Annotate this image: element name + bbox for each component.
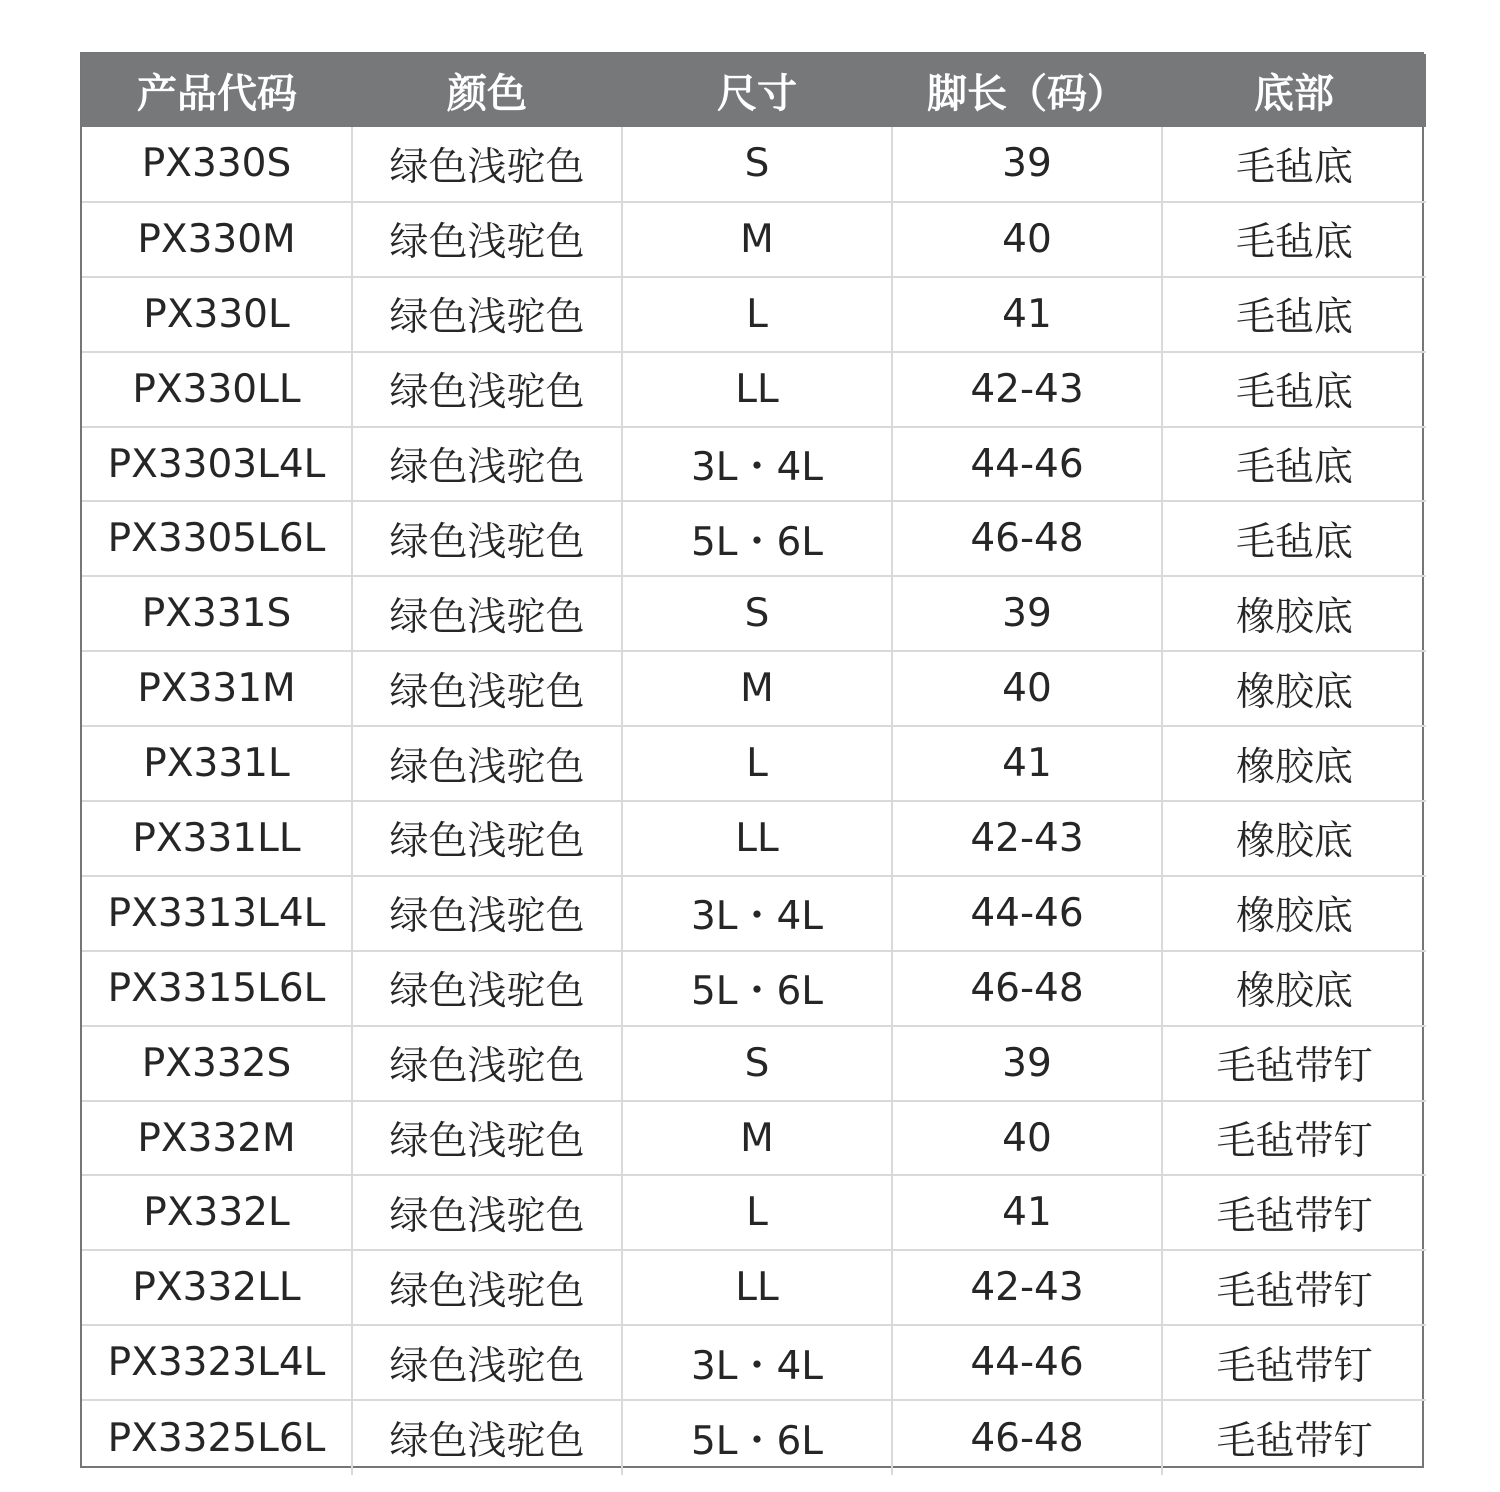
- cell-color: 绿色浅驼色: [352, 801, 622, 876]
- cell-product-code: PX3313L4L: [82, 876, 352, 951]
- cell-color: 绿色浅驼色: [352, 127, 622, 202]
- cell-color: 绿色浅驼色: [352, 651, 622, 726]
- cell-product-code: PX3323L4L: [82, 1325, 352, 1400]
- cell-color: 绿色浅驼色: [352, 501, 622, 576]
- table-row: [82, 1101, 1426, 1176]
- cell-foot-length: 41: [892, 1175, 1162, 1250]
- cell-size: 5L・6L: [622, 1400, 892, 1475]
- cell-size: M: [622, 202, 892, 277]
- cell-sole: 毛毡底: [1162, 202, 1426, 277]
- cell-size: S: [622, 1026, 892, 1101]
- table-row: [82, 1175, 1426, 1250]
- cell-sole: 毛毡带钉: [1162, 1101, 1426, 1176]
- cell-foot-length: 40: [892, 202, 1162, 277]
- cell-sole: 毛毡底: [1162, 352, 1426, 427]
- cell-product-code: PX332S: [82, 1026, 352, 1101]
- cell-product-code: PX331M: [82, 651, 352, 726]
- table-row: [82, 1250, 1426, 1325]
- cell-size: M: [622, 1101, 892, 1176]
- cell-size: S: [622, 576, 892, 651]
- table-row: [82, 726, 1426, 801]
- cell-sole: 毛毡带钉: [1162, 1250, 1426, 1325]
- cell-foot-length: 42-43: [892, 1250, 1162, 1325]
- header-foot-length: 脚长（码）: [892, 54, 1162, 127]
- cell-sole: 毛毡底: [1162, 427, 1426, 502]
- cell-color: 绿色浅驼色: [352, 726, 622, 801]
- cell-foot-length: 41: [892, 726, 1162, 801]
- cell-foot-length: 39: [892, 576, 1162, 651]
- table-row: [82, 1026, 1426, 1101]
- cell-product-code: PX332M: [82, 1101, 352, 1176]
- cell-color: 绿色浅驼色: [352, 1400, 622, 1475]
- cell-foot-length: 39: [892, 1026, 1162, 1101]
- cell-color: 绿色浅驼色: [352, 277, 622, 352]
- table-row: [82, 277, 1426, 352]
- product-size-table-frame: [80, 52, 1424, 1468]
- cell-sole: 毛毡底: [1162, 127, 1426, 202]
- header-row: [82, 54, 1426, 127]
- table-row: [82, 127, 1426, 202]
- cell-size: M: [622, 651, 892, 726]
- cell-size: LL: [622, 801, 892, 876]
- header-sole: 底部: [1162, 54, 1426, 127]
- cell-sole: 橡胶底: [1162, 876, 1426, 951]
- table-row: [82, 651, 1426, 726]
- cell-size: L: [622, 726, 892, 801]
- header-color: 颜色: [352, 54, 622, 127]
- cell-size: L: [622, 277, 892, 352]
- cell-sole: 橡胶底: [1162, 726, 1426, 801]
- cell-product-code: PX330M: [82, 202, 352, 277]
- cell-foot-length: 40: [892, 651, 1162, 726]
- table-row: [82, 427, 1426, 502]
- cell-color: 绿色浅驼色: [352, 1250, 622, 1325]
- cell-color: 绿色浅驼色: [352, 427, 622, 502]
- cell-sole: 毛毡带钉: [1162, 1400, 1426, 1475]
- cell-sole: 毛毡底: [1162, 501, 1426, 576]
- cell-foot-length: 42-43: [892, 352, 1162, 427]
- cell-product-code: PX330S: [141, 141, 292, 187]
- cell-sole: 橡胶底: [1162, 651, 1426, 726]
- cell-product-code: PX331S: [82, 576, 352, 651]
- table-row: [82, 501, 1426, 576]
- cell-color: 绿色浅驼色: [352, 1175, 622, 1250]
- cell-size: LL: [622, 352, 892, 427]
- cell-product-code: PX3303L4L: [82, 427, 352, 502]
- cell-foot-length: 46-48: [892, 501, 1162, 576]
- cell-color: 绿色浅驼色: [352, 352, 622, 427]
- table-header: [82, 54, 1426, 127]
- cell-foot-length: 44-46: [892, 427, 1162, 502]
- cell-foot-length: 40: [892, 1101, 1162, 1176]
- cell-color: 绿色浅驼色: [352, 1101, 622, 1176]
- cell-foot-length: 46-48: [892, 1400, 1162, 1475]
- cell-color: 绿色浅驼色: [352, 576, 622, 651]
- cell-foot-length: 42-43: [892, 801, 1162, 876]
- cell-size: LL: [622, 1250, 892, 1325]
- table-row: [82, 352, 1426, 427]
- cell-product-code: PX3325L6L: [82, 1400, 352, 1475]
- table-row: [82, 1400, 1426, 1475]
- cell-color: 绿色浅驼色: [352, 951, 622, 1026]
- table-row: [82, 876, 1426, 951]
- cell-sole: 毛毡带钉: [1162, 1026, 1426, 1101]
- cell-sole: 毛毡带钉: [1162, 1175, 1426, 1250]
- table-body: [82, 127, 1426, 1475]
- cell-sole: 橡胶底: [1162, 801, 1426, 876]
- cell-product-code: PX331LL: [82, 801, 352, 876]
- cell-foot-length: 41: [892, 277, 1162, 352]
- cell-product-code: PX3315L6L: [82, 951, 352, 1026]
- cell-size: 5L・6L: [622, 501, 892, 576]
- cell-size: 3L・4L: [622, 1325, 892, 1400]
- cell-sole: 毛毡底: [1162, 277, 1426, 352]
- cell-size: 5L・6L: [622, 951, 892, 1026]
- table-row: [82, 801, 1426, 876]
- cell-color: 绿色浅驼色: [352, 202, 622, 277]
- cell-size: S: [622, 127, 892, 202]
- table-row: [82, 951, 1426, 1026]
- cell-color: 绿色浅驼色: [352, 1325, 622, 1400]
- cell-color: 绿色浅驼色: [352, 876, 622, 951]
- table-row: [82, 1325, 1426, 1400]
- cell-size: 3L・4L: [622, 427, 892, 502]
- cell-product-code: PX332L: [82, 1175, 352, 1250]
- table-row: [82, 576, 1426, 651]
- table-row: [82, 202, 1426, 277]
- cell-size: L: [622, 1175, 892, 1250]
- cell-foot-length: 44-46: [892, 876, 1162, 951]
- cell-foot-length: 46-48: [892, 951, 1162, 1026]
- header-size: 尺寸: [622, 54, 892, 127]
- cell-product-code: PX330L: [82, 277, 352, 352]
- cell-product-code: PX3305L6L: [82, 501, 352, 576]
- cell-size: 3L・4L: [622, 876, 892, 951]
- cell-foot-length: 39: [892, 127, 1162, 202]
- cell-sole: 橡胶底: [1162, 951, 1426, 1026]
- cell-sole: 毛毡带钉: [1162, 1325, 1426, 1400]
- header-product-code: 产品代码: [82, 54, 352, 127]
- cell-foot-length: 44-46: [892, 1325, 1162, 1400]
- cell-sole: 橡胶底: [1162, 576, 1426, 651]
- cell-product-code: PX330LL: [82, 352, 352, 427]
- cell-product-code: PX332LL: [82, 1250, 352, 1325]
- cell-product-code: PX331L: [82, 726, 352, 801]
- product-size-table: [82, 54, 1426, 1475]
- cell-color: 绿色浅驼色: [352, 1026, 622, 1101]
